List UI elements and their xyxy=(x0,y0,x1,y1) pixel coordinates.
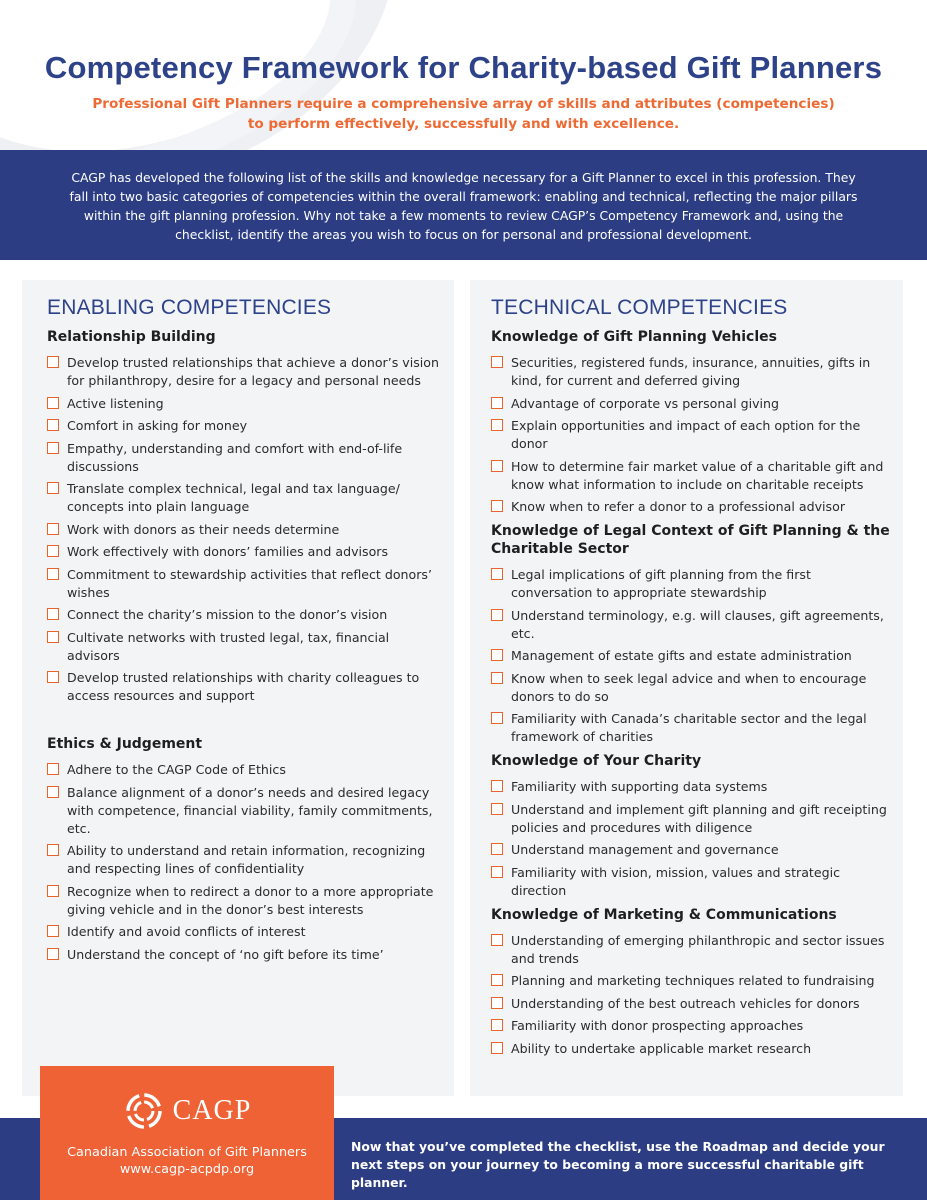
checkbox-icon[interactable] xyxy=(491,1019,503,1031)
checkbox-icon[interactable] xyxy=(47,925,59,937)
checkbox-icon[interactable] xyxy=(47,786,59,798)
checkbox-icon[interactable] xyxy=(491,843,503,855)
checklist-item-label: Active listening xyxy=(67,395,164,411)
checklist-item-label: Identify and avoid conflicts of interest xyxy=(67,924,306,939)
subtitle-line: to perform effectively, successfully and with excellence. xyxy=(247,116,680,132)
checklist-item[interactable] xyxy=(47,606,442,624)
org-name: Canadian Association of Gift Planners xyxy=(67,1145,307,1160)
checkbox-icon[interactable] xyxy=(491,609,503,621)
checklist xyxy=(47,354,442,705)
checklist-item-label: Familiarity with donor prospecting approaches xyxy=(511,1018,804,1033)
logo xyxy=(40,1090,334,1132)
checklist-item-label: Translate complex technical, legal and tax language/ concepts into plain language xyxy=(67,481,400,514)
checklist-item-label: Understanding of the best outreach vehicles for donors xyxy=(511,995,860,1011)
checklist-item-label: Develop trusted relationships that achieve a donor’s vision for philanthropy, desire for a legacy and personal needs xyxy=(67,355,439,388)
checkbox-icon[interactable] xyxy=(491,397,503,409)
checklist-item-label: Familiarity with Canada’s charitable sector and the legal framework of charities xyxy=(511,711,867,744)
checkbox-icon[interactable] xyxy=(491,997,503,1009)
checklist-item[interactable] xyxy=(491,458,891,494)
checklist-item-label: Know when to seek legal advice and when to encourage donors to do so xyxy=(511,670,867,704)
checklist-item[interactable] xyxy=(47,354,442,390)
checkbox-icon[interactable] xyxy=(491,500,503,512)
checklist-item[interactable] xyxy=(491,932,891,968)
checklist-item-label: Understand terminology, e.g. will clauses, gift agreements, etc. xyxy=(511,607,884,641)
checklist-item[interactable] xyxy=(491,1040,891,1058)
checklist-item-label: Explain opportunities and impact of each option for the donor xyxy=(511,418,861,451)
page-subtitle xyxy=(60,94,867,134)
checklist-item[interactable] xyxy=(47,395,442,413)
checklist-item[interactable] xyxy=(491,417,891,453)
checklist-item-label: Know when to refer a donor to a professional advisor xyxy=(511,499,845,514)
checklist-item[interactable] xyxy=(47,629,442,665)
checklist-item-label: Familiarity with supporting data systems xyxy=(511,779,768,794)
checklist-item-label: Work effectively with donors’ families and advisors xyxy=(67,544,389,559)
section-heading: Knowledge of Legal Context of Gift Planning & the Charitable Sector xyxy=(491,523,890,557)
checkbox-icon[interactable] xyxy=(491,866,503,878)
checklist-item[interactable] xyxy=(491,995,891,1013)
technical-column xyxy=(491,296,891,1062)
website-link[interactable]: www.cagp-acpdp.org xyxy=(119,1162,255,1177)
checkbox-icon[interactable] xyxy=(491,356,503,368)
checklist-item-label: Adhere to the CAGP Code of Ethics xyxy=(67,762,286,777)
checkbox-icon[interactable] xyxy=(491,712,503,724)
checkbox-icon[interactable] xyxy=(491,974,503,986)
checklist-item-label: Ability to understand and retain information, recognizing and respecting lines of confidentiality xyxy=(67,843,426,876)
checklist-item[interactable] xyxy=(491,354,891,390)
checklist-item[interactable] xyxy=(491,395,891,413)
checklist xyxy=(491,932,891,1058)
checklist-item[interactable] xyxy=(491,566,891,602)
checkbox-icon[interactable] xyxy=(47,442,59,454)
checkbox-icon[interactable] xyxy=(47,482,59,494)
checkbox-icon[interactable] xyxy=(47,948,59,960)
checklist-item-label: Advantage of corporate vs personal giving xyxy=(511,395,779,411)
checklist-item[interactable] xyxy=(491,841,891,859)
checklist-item-label: Develop trusted relationships with charity colleagues to access resources and support xyxy=(67,670,420,703)
checklist-item-label: Commitment to stewardship activities that reflect donors’ wishes xyxy=(67,566,432,600)
checklist-item-label: Securities, registered funds, insurance, annuities, gifts in kind, for current and deferred giving xyxy=(511,355,871,388)
checklist-item[interactable] xyxy=(491,647,891,665)
checkbox-icon[interactable] xyxy=(47,568,59,580)
enabling-column xyxy=(47,296,442,968)
checklist-item[interactable] xyxy=(491,710,891,746)
section-heading: Ethics & Judgement xyxy=(47,736,203,752)
section-heading: Knowledge of Marketing & Communications xyxy=(491,906,837,923)
checklist-item[interactable] xyxy=(491,607,891,643)
checklist-item[interactable] xyxy=(47,543,442,561)
checklist xyxy=(491,566,891,746)
checklist-item-label: Understanding of emerging philanthropic and sector issues and trends xyxy=(511,932,885,966)
checklist-item-label: How to determine fair market value of a charitable gift and know what information to include on charitable receipts xyxy=(511,458,884,492)
checklist-item-label: Understand management and governance xyxy=(511,842,779,857)
checklist-item-label: Work with donors as their needs determine xyxy=(67,521,340,537)
subtitle-line: Professional Gift Planners require a comprehensive array of skills and attributes (competencies) xyxy=(92,96,835,112)
checklist-item-label: Comfort in asking for money xyxy=(67,418,248,433)
checklist-item-label: Understand and implement gift planning and gift receipting policies and procedures with diligence xyxy=(511,801,887,835)
checklist xyxy=(491,778,891,900)
checklist-item[interactable] xyxy=(47,521,442,539)
checkbox-icon[interactable] xyxy=(47,523,59,535)
intro-banner xyxy=(0,150,927,260)
checklist-item[interactable] xyxy=(47,440,442,476)
checklist-item-label: Recognize when to redirect a donor to a more appropriate giving vehicle and in the donor’s best interests xyxy=(67,883,434,917)
checklist xyxy=(47,761,442,964)
checkbox-icon[interactable] xyxy=(491,649,503,661)
checklist-item-label: Understand the concept of ‘no gift before its time’ xyxy=(67,946,384,962)
page-title: Competency Framework for Charity-based Gift Planners xyxy=(44,50,883,85)
checkbox-icon[interactable] xyxy=(47,545,59,557)
checklist-item[interactable] xyxy=(491,972,891,990)
checklist xyxy=(491,354,891,516)
checklist-item[interactable] xyxy=(47,946,442,964)
checklist-item[interactable] xyxy=(47,566,442,602)
checklist-item[interactable] xyxy=(47,669,442,705)
checklist-item[interactable] xyxy=(491,864,891,900)
category-heading: TECHNICAL COMPETENCIES xyxy=(491,296,788,319)
checklist-item-label: Familiarity with vision, mission, values and strategic direction xyxy=(511,864,841,898)
checkbox-icon[interactable] xyxy=(491,780,503,792)
checkbox-icon[interactable] xyxy=(491,934,503,946)
checklist-item[interactable] xyxy=(491,1017,891,1035)
checkbox-icon[interactable] xyxy=(491,568,503,580)
checkbox-icon[interactable] xyxy=(47,397,59,409)
checklist-item[interactable] xyxy=(47,784,442,838)
checklist-item[interactable] xyxy=(491,498,891,516)
checkbox-icon[interactable] xyxy=(47,356,59,368)
checkbox-icon[interactable] xyxy=(491,419,503,431)
checklist-item[interactable] xyxy=(47,480,442,516)
section-heading: Relationship Building xyxy=(47,329,216,345)
checklist-item-label: Connect the charity’s mission to the donor’s vision xyxy=(67,607,388,622)
checkbox-icon[interactable] xyxy=(491,1042,503,1054)
logo-text: CAGP xyxy=(172,1095,252,1126)
checklist-item[interactable] xyxy=(491,778,891,796)
checkbox-icon[interactable] xyxy=(491,803,503,815)
checkbox-icon[interactable] xyxy=(47,419,59,431)
logo-block xyxy=(40,1066,334,1200)
checklist-item[interactable] xyxy=(47,417,442,435)
checklist-item[interactable] xyxy=(491,670,891,706)
checklist-item-label: Planning and marketing techniques related to fundraising xyxy=(511,973,875,988)
checklist-item-label: Empathy, understanding and comfort with end-of-life discussions xyxy=(67,440,403,474)
checkbox-icon[interactable] xyxy=(491,672,503,684)
checkbox-icon[interactable] xyxy=(47,885,59,897)
checklist-item-label: Management of estate gifts and estate administration xyxy=(511,648,852,663)
checklist-item-label: Legal implications of gift planning from the first conversation to appropriate stewardship xyxy=(511,567,811,600)
checklist-item[interactable] xyxy=(47,842,442,878)
category-heading: ENABLING COMPETENCIES xyxy=(47,296,332,319)
checklist-item[interactable] xyxy=(47,883,442,919)
cagp-logo-icon xyxy=(123,1090,165,1132)
checkbox-icon[interactable] xyxy=(47,844,59,856)
checkbox-icon[interactable] xyxy=(47,671,59,683)
checkbox-icon[interactable] xyxy=(47,608,59,620)
checklist-item-label: Balance alignment of a donor’s needs and desired legacy with competence, financial viability, family commitments, etc. xyxy=(67,784,433,836)
checklist-item-label: Ability to undertake applicable market research xyxy=(511,1040,812,1056)
checklist-item[interactable] xyxy=(47,761,442,779)
footer-cta: Now that you’ve completed the checklist, use the Roadmap and decide your next steps on your journey to becoming a more successful charitable gift planner. xyxy=(351,1139,885,1190)
checkbox-icon[interactable] xyxy=(491,460,503,472)
checklist-item[interactable] xyxy=(491,801,891,837)
checklist-item[interactable] xyxy=(47,923,442,941)
checkbox-icon[interactable] xyxy=(47,763,59,775)
section-heading: Knowledge of Gift Planning Vehicles xyxy=(491,329,777,345)
checklist-item-label: Cultivate networks with trusted legal, tax, financial advisors xyxy=(67,629,390,663)
checkbox-icon[interactable] xyxy=(47,631,59,643)
intro-text: CAGP has developed the following list of the skills and knowledge necessary for a Gift Planner to excel in this profession. They fall into two basic categories of competencies within the overall framework: enabling and technical, reflecting the major pillars within the gift planning profession. Why not take a few moments to review CAGP’s Competency Framework and, using the checklist, identify the areas you wish to focus on for personal and professional development. xyxy=(69,170,858,242)
section-heading: Knowledge of Your Charity xyxy=(491,753,702,769)
